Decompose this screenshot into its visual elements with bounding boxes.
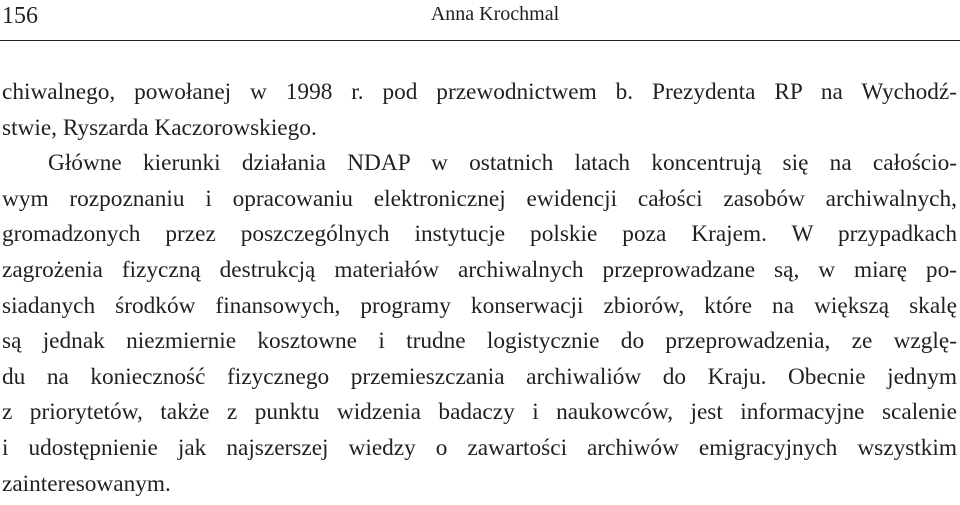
text-line: i udostępnienie jak najszerszej wiedzy o zawartości archiwów emigracyjnych wszystkim	[2, 434, 957, 461]
text-line: z priorytetów, także z punktu widzenia badaczy i naukowców, jest informacyjne scalenie	[2, 399, 957, 426]
text-line: zainteresowanym.	[2, 470, 171, 497]
text-line: stwie, Ryszarda Kaczorowskiego.	[2, 114, 317, 141]
running-head-author: Anna Krochmal	[430, 3, 560, 25]
header-rule	[0, 40, 960, 41]
text-line: siadanych środków finansowych, programy konserwacji zbiorów, które na większą skalę	[2, 292, 957, 319]
text-line: wym rozpoznaniu i opracowaniu elektronicznej ewidencji całości zasobów archiwalnych,	[2, 185, 957, 212]
page-number: 156	[2, 3, 38, 29]
text-line: zagrożenia fizyczną destrukcją materiałów archiwalnych przeprowadzane są, w miarę po-	[2, 256, 957, 283]
text-line: są jednak niezmiernie kosztowne i trudne logistycznie do przeprowadzenia, ze wzglę-	[2, 328, 957, 355]
text-line: du na konieczność fizycznego przemieszczania archiwaliów do Kraju. Obecnie jednym	[2, 363, 957, 390]
text-line: gromadzonych przez poszczególnych instytucje polskie poza Krajem. W przypadkach	[2, 221, 957, 248]
body-text	[2, 75, 957, 502]
text-line: chiwalnego, powołanej w 1998 r. pod przewodnictwem b. Prezydenta RP na Wychodź-	[2, 79, 957, 105]
text-line: Główne kierunki działania NDAP w ostatnich latach koncentrują się na całościo-	[48, 150, 957, 177]
